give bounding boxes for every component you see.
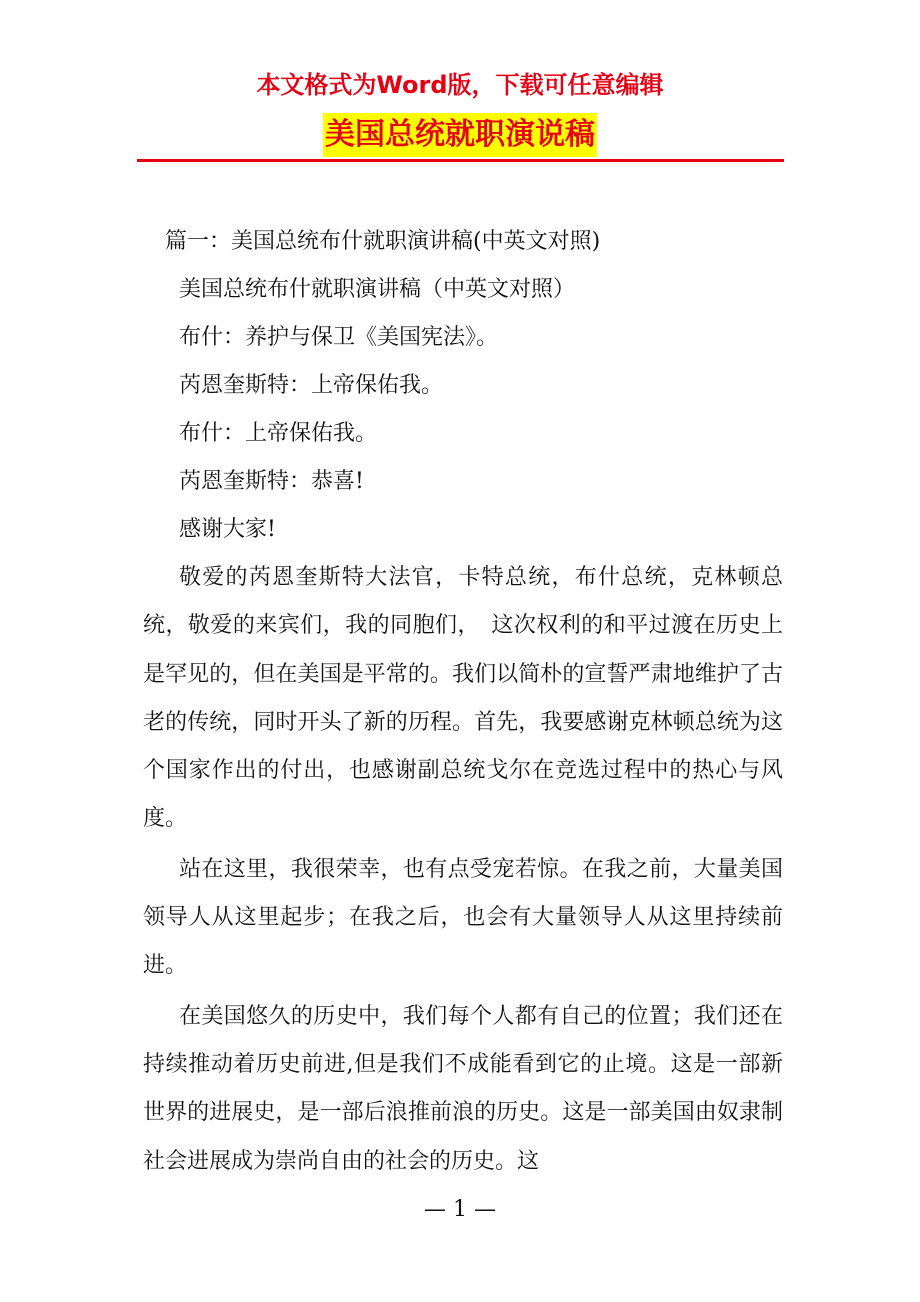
body-paragraph: 敬爱的芮恩奎斯特大法官，卡特总统，布什总统，克林顿总统，敬爱的来宾们，我的同胞们， 这次权利的和平过渡在历史上是罕见的，但在美国是平常的。我们以简朴的宣誓严肃地维护了古老的传统，同时开头了新的历程。首先，我要感谢克林顿总统为这个国家作出的付出，也感谢副总统戈尔在竞选过程中的热心与风度。 bbox=[143, 565, 783, 832]
title-container bbox=[0, 113, 920, 157]
section-heading: 篇一：美国总统布什就职演讲稿(中英文对照) bbox=[165, 229, 601, 254]
body-paragraph: 站在这里，我很荣幸，也有点受宠若惊。在我之前，大量美国领导人从这里起步；在我之后，也会有大量领导人从这里持续前进。 bbox=[143, 856, 783, 979]
document-title: 美国总统就职演说稿 bbox=[323, 113, 597, 157]
body-line: 布什：养护与保卫《美国宪法》。 bbox=[179, 325, 499, 350]
body-line: 芮恩奎斯特：上帝保佑我。 bbox=[179, 373, 444, 398]
body-line: 布什：上帝保佑我。 bbox=[179, 421, 378, 446]
body-paragraph: 在美国悠久的历史中，我们每个人都有自己的位置；我们还在持续推动着历史前进,但是我们不成能看到它的止境。这是一部新世界的进展史，是一部后浪推前浪的历史。这是一部美国由奴隶制社会进展成为崇尚自由的社会的历史。这 bbox=[143, 1003, 783, 1174]
body-line: 芮恩奎斯特：恭喜! bbox=[179, 469, 364, 494]
document-body bbox=[143, 218, 783, 1186]
body-line: 美国总统布什就职演讲稿（中英文对照） bbox=[179, 277, 576, 302]
format-notice: 本文格式为Word版，下载可任意编辑 bbox=[256, 71, 664, 99]
page-number: — 1 — bbox=[424, 1197, 496, 1222]
body-line: 感谢大家! bbox=[179, 517, 276, 542]
title-divider bbox=[137, 159, 784, 162]
